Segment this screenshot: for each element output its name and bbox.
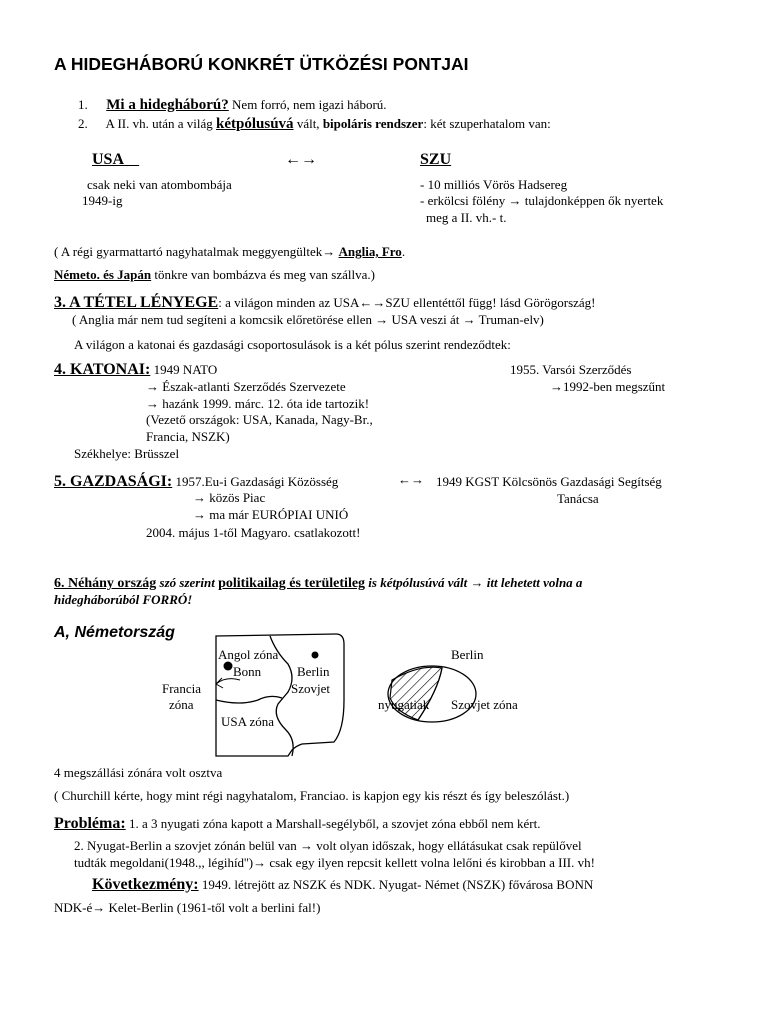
section-6-line-1: 6. Néhány ország szó szerint politikailag és területileg is kétpólusúvá vált → itt lehetett volna a <box>54 575 583 591</box>
szu-point-1: - 10 milliós Vörös Hadsereg <box>420 177 568 192</box>
germany-heading: A, Németország <box>54 624 175 641</box>
problem-2-line-2: tudták megoldani(1948.,, légihíd'')→ csak egy ilyen repcsit kellett volna lelőni és kirobban a III. vh! <box>74 855 595 870</box>
section-3-line-2: ( Anglia már nem tud segíteni a komcsik előretörése ellen → USA veszi át → Truman-elv) <box>72 312 544 327</box>
szu-heading: SZU <box>420 151 452 168</box>
consequence-line: Következmény: 1949. létrejött az NSZK és NDK. Nyugat- Német (NSZK) fővárosa BONN <box>92 876 594 893</box>
francia-label: Francia <box>162 681 201 696</box>
nato-headquarters: Székhelye: Brüsszel <box>74 446 180 461</box>
colonial-line-1: ( A régi gyarmattartó nagyhatalmak meggyengültek→ Anglia, Fro. <box>54 244 406 259</box>
section-4-heading: 4. KATONAI: <box>54 361 151 378</box>
warsaw-pact: 1955. Varsói Szerződés <box>510 362 632 377</box>
eu-line-2: → közös Piac <box>193 490 266 505</box>
list-number: 2. <box>78 116 88 131</box>
arrow-right-icon: → <box>92 900 106 915</box>
arrow-right-icon: → <box>470 575 484 590</box>
section-3-line-1: 3. A TÉTEL LÉNYEGE: a világon minden az USA←→SZU ellentéttől függ! lásd Görögország! <box>54 294 596 311</box>
arrow-right-icon: → <box>146 379 159 394</box>
bonn-label: Bonn <box>233 664 262 679</box>
question-heading: Mi a hidegháború? <box>106 97 229 113</box>
section-3-heading: 3. A TÉTEL LÉNYEGE <box>54 294 219 311</box>
answer-text: Nem forró, nem igazi háború. <box>228 97 387 112</box>
problem-2-line-1: 2. Nyugat-Berlin a szovjet zónán belül van → volt olyan időszak, hogy ellátásukat csak repülővel <box>74 838 582 853</box>
arrow-right-icon: → <box>300 838 313 853</box>
churchill-note: ( Churchill kérte, hogy mint régi nagyhatalom, Franciao. is kapjon egy kis részt és így beleszólást.) <box>54 788 570 803</box>
nyugatiak-label: nyugatiak <box>378 697 430 712</box>
double-arrow: ←→ <box>398 472 424 487</box>
arrow-right-icon: → <box>193 507 206 522</box>
warsaw-end: →1992-ben megszűnt <box>550 379 666 394</box>
arrow-right-icon: → <box>193 490 206 505</box>
szovjet-inner-label: Szovjet <box>291 681 330 696</box>
francia-zona-label: zóna <box>169 697 194 712</box>
eu-line-3: → ma már EURÓPIAI UNIÓ <box>193 507 349 522</box>
consequence-heading: Következmény: <box>92 876 199 893</box>
nato-line-5: Francia, NSZK) <box>146 429 230 444</box>
problem-line: Probléma: 1. a 3 nyugati zóna kapott a Marshall-segélyből, a szovjet zóna ebből nem kért. <box>54 815 541 832</box>
list-text: A II. vh. után a világ <box>105 116 217 131</box>
list-text: vált, <box>293 116 323 131</box>
ndk-line: NDK-é→ Kelet-Berlin (1961-től volt a berlini fal!) <box>54 900 321 915</box>
eu-line-4: 2004. május 1-től Magyaro. csatlakozott! <box>146 525 361 540</box>
berlin-dot <box>312 652 319 659</box>
arrow-right-icon: → <box>375 312 389 327</box>
kgst: 1949 KGST Kölcsönös Gazdasági Segítség <box>436 474 662 489</box>
section-4-line-1: 4. KATONAI: 1949 NATO <box>54 361 218 378</box>
usa-zona-label: USA zóna <box>221 714 275 729</box>
arrow-right-icon: → <box>508 193 522 208</box>
section-6-heading: 6. Néhány ország <box>54 576 157 591</box>
szu-point-3: meg a II. vh.- t. <box>426 210 507 225</box>
section-3-line-3: A világon a katonai és gazdasági csoportosulások is a két pólus szerint rendeződtek: <box>74 337 511 352</box>
nato-line-2: → Észak-atlanti Szerződés Szervezete <box>146 379 346 394</box>
berlin-map-title: Berlin <box>451 647 484 662</box>
zone-border-horizontal <box>216 696 282 703</box>
double-arrow-icon: ←→ <box>359 295 386 310</box>
arrow-right-icon: → <box>322 244 336 259</box>
berlin-inner-label: Berlin <box>297 664 330 679</box>
zones-note: 4 megszállási zónára volt osztva <box>54 765 223 780</box>
angol-zona-label: Angol zóna <box>218 647 279 662</box>
usa-point-1: csak neki van atombombája <box>87 177 232 192</box>
arrow-right-icon: → <box>253 855 267 870</box>
nato-line-3: → hazánk 1999. márc. 12. óta ide tartozik! <box>146 396 370 411</box>
list-number: 1. <box>78 97 88 112</box>
arrow-right-icon: → <box>462 312 476 327</box>
bipolar-system: bipoláris rendszer <box>322 116 424 131</box>
szu-point-2: - erkölcsi fölény → tulajdonképpen ők nyertek <box>420 193 664 208</box>
section-5-heading: 5. GAZDASÁGI: <box>54 473 173 490</box>
double-arrow: ←→ <box>285 151 317 168</box>
nato-line-4: (Vezető országok: USA, Kanada, Nagy-Br., <box>146 412 373 427</box>
kgst-tanacsa: Tanácsa <box>557 491 599 506</box>
page-title: A HIDEGHÁBORÚ KONKRÉT ÜTKÖZÉSI PONTJAI <box>54 54 469 74</box>
colonial-line-2: Németo. és Japán tönkre van bombázva és meg van szállva.) <box>54 267 375 282</box>
list-text: : két szuperhatalom van: <box>423 116 551 131</box>
usa-point-2: 1949-ig <box>82 193 123 208</box>
arrow-right-icon: → <box>550 379 563 394</box>
arrow-right-icon: → <box>146 396 159 411</box>
usa-heading: USA <box>92 151 140 168</box>
section-5-line-1: 5. GAZDASÁGI: 1957.Eu-i Gazdasági Közösség <box>54 473 339 490</box>
szovjet-zona-label: Szovjet zóna <box>451 697 518 712</box>
section-6-line-2: hidegháborúból FORRÓ! <box>54 592 193 607</box>
problem-heading: Probléma: <box>54 815 126 832</box>
bipolar-keyword: kétpólusúvá <box>216 116 294 132</box>
